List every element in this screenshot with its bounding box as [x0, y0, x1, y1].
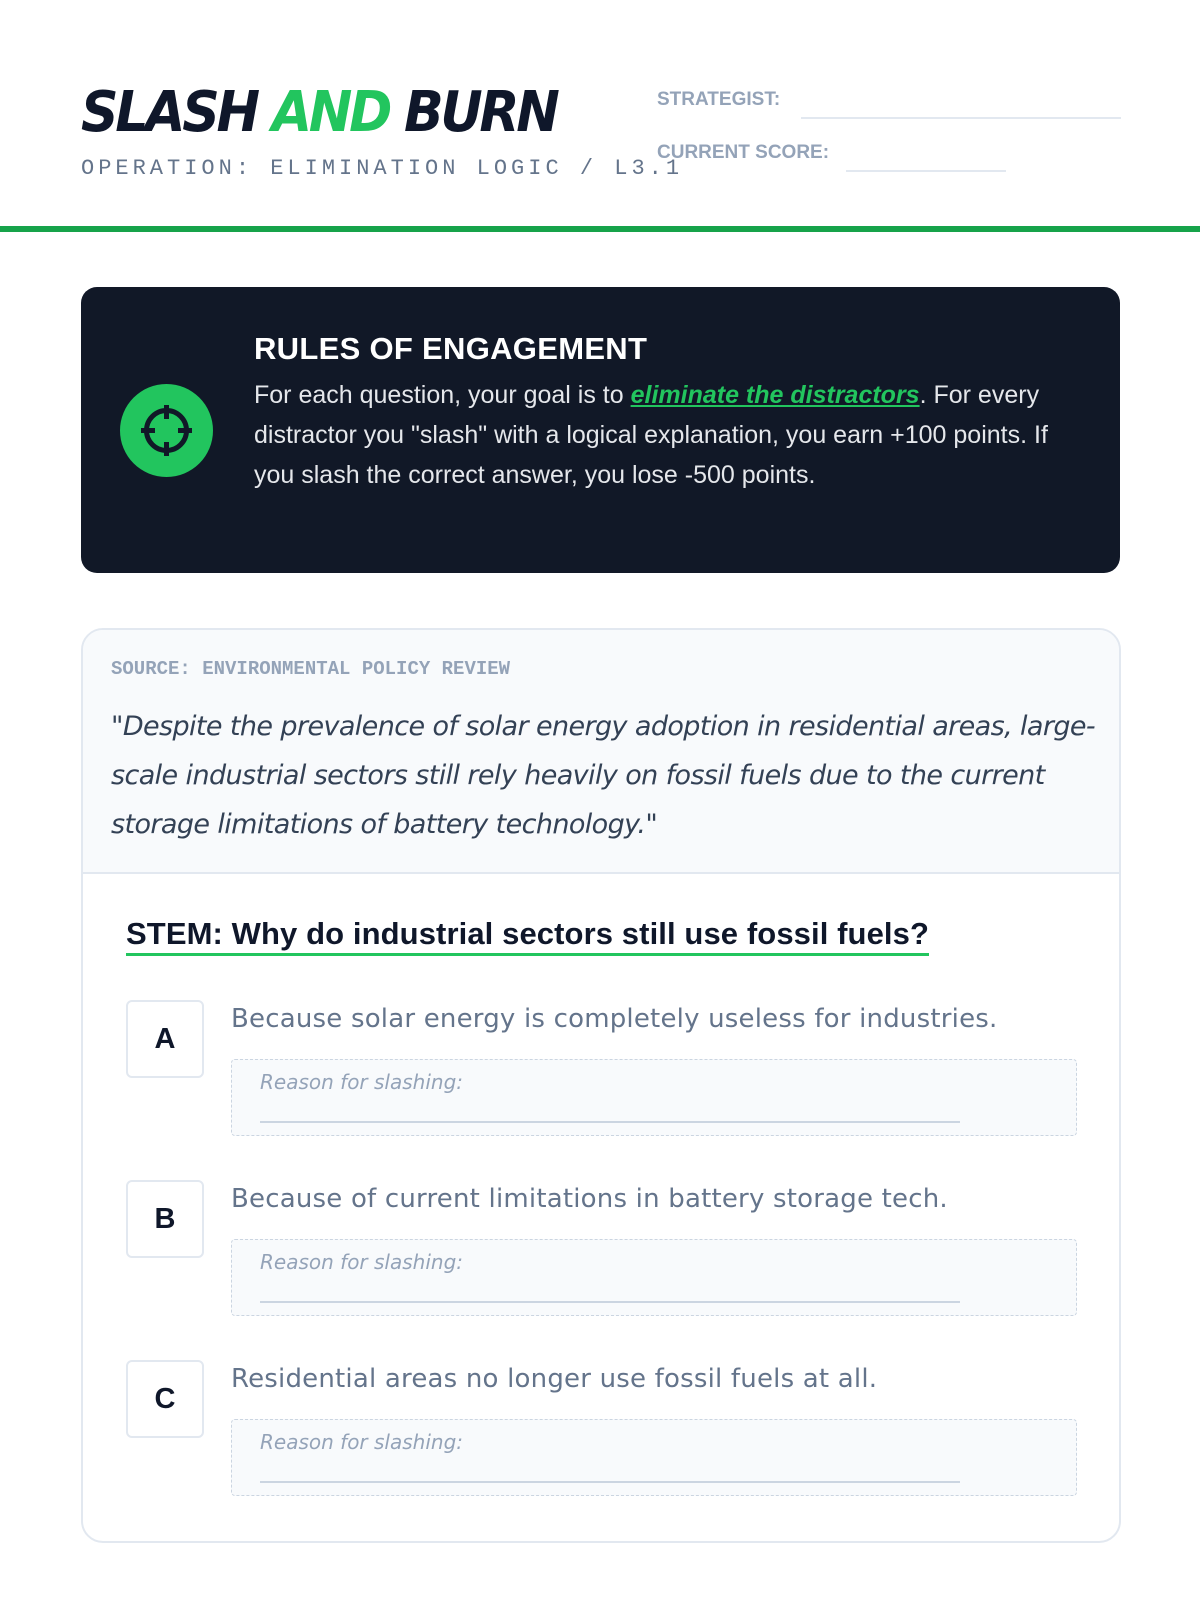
current-score-field[interactable] [846, 170, 1006, 172]
reason-field[interactable] [231, 1059, 1077, 1136]
worksheet-header [0, 0, 1200, 230]
option-c [126, 1360, 1076, 1510]
brand-title-word-slash: SLASH [81, 80, 257, 145]
source-label: SOURCE: ENVIRONMENTAL POLICY REVIEW [111, 658, 511, 680]
source-quote: "Despite the prevalence of solar energy adoption in residential areas, large-scale industrial sectors still rely heavily on fossil fuels due to the current storage limitations of battery technology." [111, 711, 1096, 840]
option-text: Because of current limitations in battery storage tech. [231, 1184, 948, 1214]
reason-write-line [260, 1301, 960, 1303]
option-letter-box[interactable]: C [126, 1360, 204, 1438]
current-score-label: CURRENT SCORE: [657, 142, 830, 163]
rules-body [254, 375, 1084, 495]
option-text: Because solar energy is completely useless for industries. [231, 1004, 998, 1034]
option-b [126, 1180, 1076, 1330]
header-divider [0, 226, 1200, 232]
brand-title-word-burn: BURN [403, 80, 557, 145]
brand-title [81, 80, 557, 146]
question-card [81, 628, 1121, 1543]
rules-title: RULES OF ENGAGEMENT [254, 331, 648, 366]
rules-badge [120, 384, 213, 477]
reason-field[interactable] [231, 1239, 1077, 1316]
option-text: Residential areas no longer use fossil fuels at all. [231, 1364, 878, 1394]
strategist-label: STRATEGIST: [657, 89, 781, 110]
reason-write-line [260, 1121, 960, 1123]
rules-body-intro: For each question, your goal is to [254, 381, 631, 409]
reason-label: Reason for slashing: [260, 1070, 463, 1094]
rules-card [81, 287, 1120, 573]
reason-label: Reason for slashing: [260, 1430, 463, 1454]
brand-subtitle: OPERATION: ELIMINATION LOGIC / L3.1 [81, 156, 684, 181]
source-panel [83, 630, 1119, 874]
reason-write-line [260, 1481, 960, 1483]
reason-field[interactable] [231, 1419, 1077, 1496]
brand-title-word-and: AND [271, 80, 390, 145]
option-a [126, 1000, 1076, 1150]
reason-label: Reason for slashing: [260, 1250, 463, 1274]
option-letter-box[interactable]: B [126, 1180, 204, 1258]
rules-highlight: eliminate the distractors [630, 381, 920, 409]
strategist-field[interactable] [801, 117, 1121, 119]
question-stem: STEM: Why do industrial sectors still use fossil fuels? [126, 916, 929, 956]
rules-body-rest: . For every distractor you "slash" with a logical explanation, you earn +100 points. If you slash the correct answer, you lose -500 points. [254, 381, 1048, 489]
option-letter-box[interactable]: A [126, 1000, 204, 1078]
